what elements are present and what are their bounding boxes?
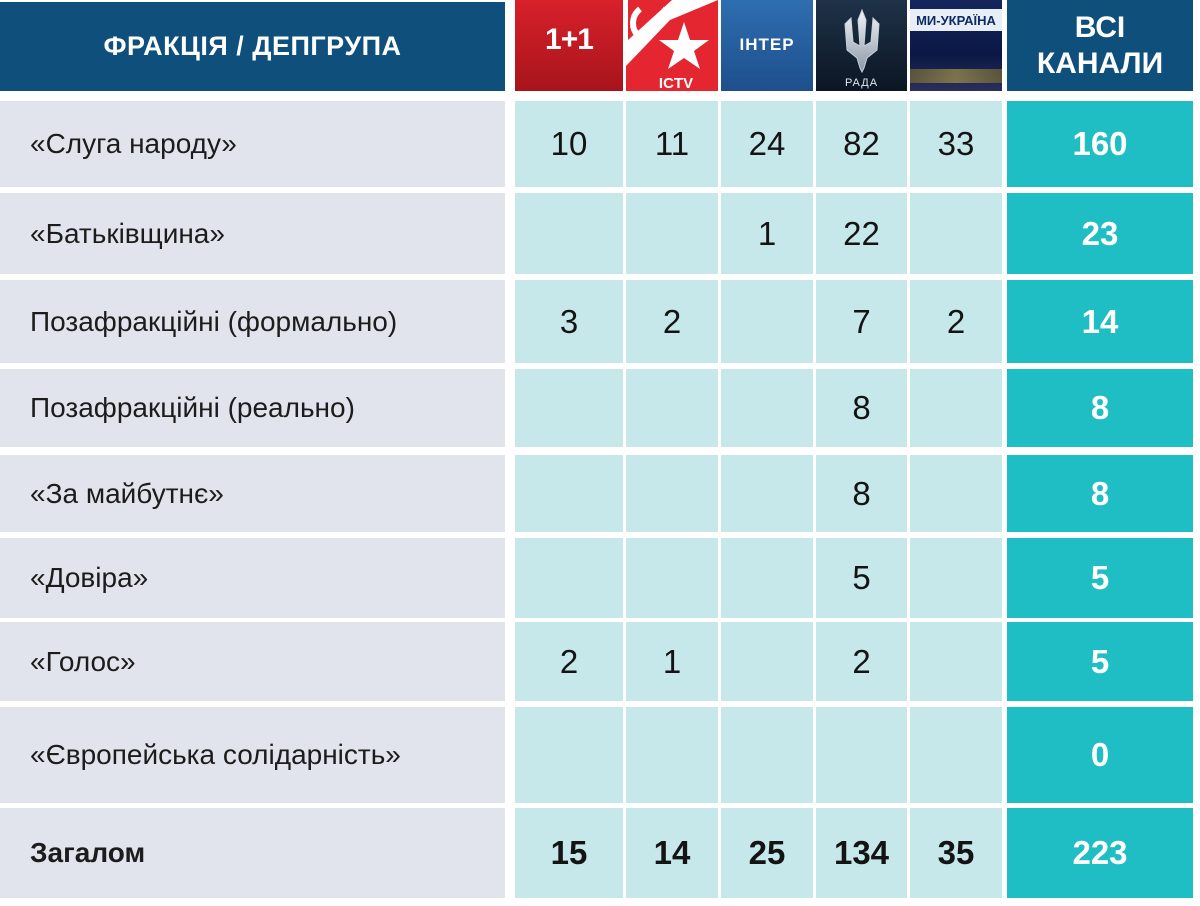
faction-row-1-all-channels-cell <box>1007 101 1193 187</box>
total-row-my-ukraina-cell <box>910 808 1002 898</box>
faction-row-2-rada-cell <box>816 193 907 274</box>
total-row-ictv-cell-value: 14 <box>653 834 691 871</box>
faction-row-6-inter-cell <box>721 538 813 618</box>
faction-row-3-rada-cell <box>816 280 907 363</box>
channel-ictv-header <box>626 0 718 91</box>
all-channels-column-header <box>1007 0 1193 91</box>
faction-row-8-my-ukraina-cell <box>910 707 1002 803</box>
faction-row-1-rada-cell <box>816 101 907 187</box>
faction-row-8-label-value: «Європейська солідарність» <box>30 739 401 770</box>
faction-row-3-ictv-cell-value: 2 <box>662 302 682 340</box>
total-row-ictv-cell <box>626 808 718 898</box>
faction-row-4-all-channels-cell <box>1007 369 1193 447</box>
faction-row-6-all-channels-cell <box>1007 538 1193 618</box>
faction-row-4-my-ukraina-cell <box>910 369 1002 447</box>
total-row-label <box>0 808 505 898</box>
faction-row-3-ictv-cell <box>626 280 718 363</box>
faction-row-8-all-channels-cell <box>1007 707 1193 803</box>
inter-logo-icon: ІНТЕР <box>739 34 795 54</box>
faction-row-1-ictv-cell <box>626 101 718 187</box>
faction-row-8-ictv-cell <box>626 707 718 803</box>
faction-row-6-1plus1-cell <box>515 538 623 618</box>
faction-row-4-inter-cell <box>721 369 813 447</box>
faction-row-8-label <box>0 707 505 803</box>
faction-row-2-1plus1-cell <box>515 193 623 274</box>
faction-row-4-label <box>0 369 505 447</box>
faction-row-4-label-value: Позафракційні (реально) <box>30 392 355 423</box>
faction-row-5-inter-cell <box>721 455 813 532</box>
faction-row-7-rada-cell <box>816 622 907 701</box>
faction-row-5-my-ukraina-cell <box>910 455 1002 532</box>
faction-row-5-rada-cell <box>816 455 907 532</box>
faction-row-7-1plus1-cell <box>515 622 623 701</box>
faction-row-2-my-ukraina-cell <box>910 193 1002 274</box>
faction-row-5-rada-cell-value: 8 <box>852 474 871 512</box>
faction-row-7-1plus1-cell-value: 2 <box>559 642 579 680</box>
faction-row-8-all-channels-cell-value: 0 <box>1090 736 1110 773</box>
faction-row-3-all-channels-cell <box>1007 280 1193 363</box>
faction-row-6-label <box>0 538 505 618</box>
total-row-rada-cell <box>816 808 907 898</box>
total-row-1plus1-cell <box>515 808 623 898</box>
faction-row-2-all-channels-cell <box>1007 193 1193 274</box>
faction-row-4-1plus1-cell <box>515 369 623 447</box>
all-channels-header-line1: ВСІ <box>1074 10 1126 44</box>
faction-row-4-rada-cell-value: 8 <box>852 389 871 426</box>
faction-row-1-inter-cell-value: 24 <box>748 125 786 162</box>
faction-row-6-ictv-cell <box>626 538 718 618</box>
faction-row-7-my-ukraina-cell <box>910 622 1002 701</box>
faction-row-1-1plus1-cell <box>515 101 623 187</box>
faction-row-3-label-value: Позафракційні (формально) <box>30 305 398 337</box>
faction-row-4-all-channels-cell-value: 8 <box>1090 389 1110 426</box>
ictv-logo-icon <box>626 0 718 91</box>
faction-row-1-label <box>0 101 505 187</box>
total-row-rada-cell-value: 134 <box>833 834 890 871</box>
faction-row-3-inter-cell <box>721 280 813 363</box>
channel-inter-header <box>721 0 813 91</box>
my-ukraina-logo-text: МИ-УКРАЇНА <box>916 12 996 28</box>
total-row-all-channels-cell-value: 223 <box>1072 834 1128 871</box>
channel-my-ukraina-header <box>910 0 1002 91</box>
ictv-logo-text: ICTV <box>658 75 694 91</box>
my-ukraina-logo-decor <box>910 69 1002 83</box>
faction-row-5-label-value: «За майбутнє» <box>30 477 224 509</box>
faction-row-3-label <box>0 280 505 363</box>
faction-row-2-inter-cell-value: 1 <box>757 214 777 252</box>
faction-row-6-my-ukraina-cell <box>910 538 1002 618</box>
faction-row-3-1plus1-cell <box>515 280 623 363</box>
total-row-inter-cell-value: 25 <box>748 834 786 871</box>
faction-row-6-label-value: «Довіра» <box>30 562 149 593</box>
faction-row-6-rada-cell-value: 5 <box>852 559 871 596</box>
faction-row-8-1plus1-cell <box>515 707 623 803</box>
faction-row-1-label-value: «Слуга народу» <box>30 128 237 159</box>
rada-logo-text: РАДА <box>844 77 879 89</box>
faction-row-7-rada-cell-value: 2 <box>852 642 871 680</box>
faction-row-6-all-channels-cell-value: 5 <box>1090 559 1110 596</box>
faction-row-7-all-channels-cell <box>1007 622 1193 701</box>
faction-column-header <box>0 2 505 91</box>
faction-row-3-all-channels-cell-value: 14 <box>1081 302 1119 340</box>
faction-row-4-ictv-cell <box>626 369 718 447</box>
faction-row-2-label <box>0 193 505 274</box>
channel-rada-header <box>816 0 907 91</box>
trident-icon <box>837 6 887 76</box>
faction-row-1-all-channels-cell-value: 160 <box>1072 125 1128 162</box>
faction-row-4-rada-cell <box>816 369 907 447</box>
faction-row-2-label-value: «Батьківщина» <box>30 217 225 249</box>
total-row-inter-cell <box>721 808 813 898</box>
total-row-label-value: Загалом <box>30 837 146 868</box>
faction-row-7-label-value: «Голос» <box>30 645 136 677</box>
faction-row-2-ictv-cell <box>626 193 718 274</box>
my-ukraina-logo-icon <box>910 9 1002 31</box>
faction-row-3-my-ukraina-cell-value: 2 <box>946 302 966 340</box>
total-row-my-ukraina-cell-value: 35 <box>937 834 975 871</box>
faction-row-1-1plus1-cell-value: 10 <box>550 125 588 162</box>
faction-row-3-rada-cell-value: 7 <box>852 302 871 340</box>
faction-row-5-ictv-cell <box>626 455 718 532</box>
faction-row-5-label <box>0 455 505 532</box>
faction-row-7-inter-cell <box>721 622 813 701</box>
faction-row-1-my-ukraina-cell <box>910 101 1002 187</box>
faction-row-1-rada-cell-value: 82 <box>843 125 880 162</box>
all-channels-header-line2: КАНАЛИ <box>1036 46 1164 80</box>
faction-row-2-all-channels-cell-value: 23 <box>1081 214 1119 252</box>
faction-row-7-ictv-cell <box>626 622 718 701</box>
faction-row-5-all-channels-cell-value: 8 <box>1090 474 1110 512</box>
faction-row-5-1plus1-cell <box>515 455 623 532</box>
faction-row-8-rada-cell <box>816 707 907 803</box>
faction-row-2-rada-cell-value: 22 <box>843 214 880 252</box>
faction-row-7-all-channels-cell-value: 5 <box>1090 642 1110 680</box>
1plus1-logo-icon: 1+1 <box>545 22 593 56</box>
faction-column-header-label: ФРАКЦІЯ / ДЕПГРУПА <box>103 31 402 61</box>
faction-row-1-my-ukraina-cell-value: 33 <box>937 125 975 162</box>
faction-row-1-inter-cell <box>721 101 813 187</box>
faction-row-6-rada-cell <box>816 538 907 618</box>
faction-row-5-all-channels-cell <box>1007 455 1193 532</box>
total-row-all-channels-cell <box>1007 808 1193 898</box>
total-row-1plus1-cell-value: 15 <box>550 834 588 871</box>
faction-row-7-label <box>0 622 505 701</box>
faction-row-1-ictv-cell-value: 11 <box>654 125 690 162</box>
faction-row-8-inter-cell <box>721 707 813 803</box>
faction-row-7-ictv-cell-value: 1 <box>662 642 682 680</box>
faction-row-3-1plus1-cell-value: 3 <box>559 302 579 340</box>
channel-1plus1-header <box>515 0 623 91</box>
faction-row-3-my-ukraina-cell <box>910 280 1002 363</box>
faction-row-2-inter-cell <box>721 193 813 274</box>
